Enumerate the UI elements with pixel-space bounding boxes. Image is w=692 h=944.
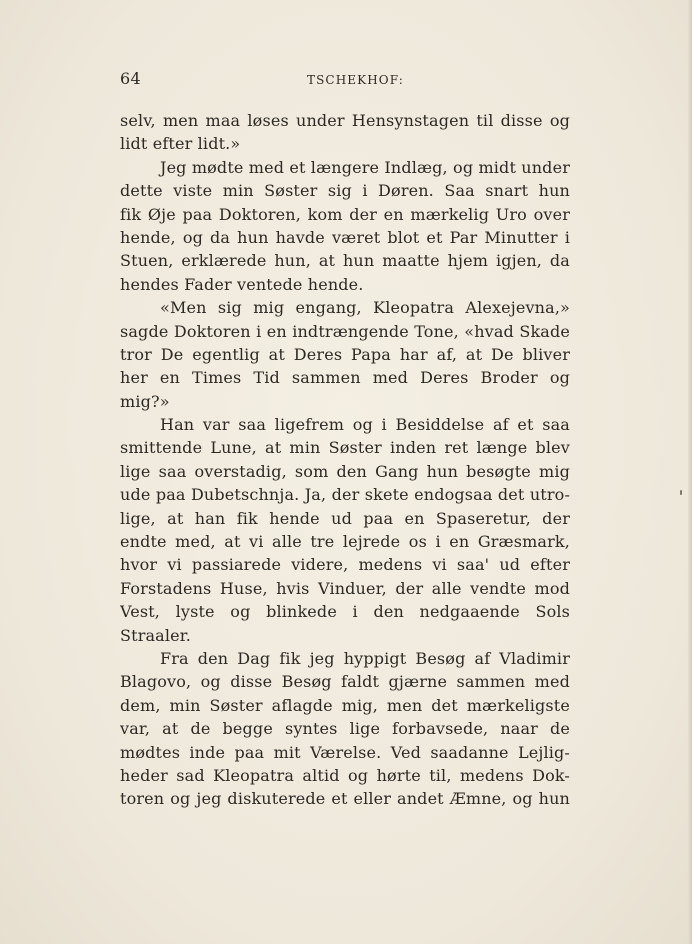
- text-line: lige, at han fik hende ud paa en Spaseretur, der: [120, 508, 570, 528]
- text-line: smittende Lune, at min Søster inden ret længe blev: [120, 438, 570, 458]
- running-title: TSCHEKHOF:: [307, 73, 404, 87]
- text-line: hendes Fader ventede hende.: [120, 274, 364, 294]
- text-line: Vest, lyste og blinkede i den nedgaaende Sols: [120, 602, 570, 622]
- text-line: dette viste min Søster sig i Døren. Saa snart hun: [120, 181, 570, 201]
- text-line: Forstadens Huse, hvis Vinduer, der alle vendte mod: [120, 578, 570, 598]
- text-line: sagde Doktoren i en indtrængende Tone, «hvad Skade: [120, 321, 570, 341]
- body-text: [120, 109, 570, 811]
- paper-speck: [680, 490, 682, 495]
- page-edge-shadow: [688, 0, 692, 944]
- text-line: Blagovo, og disse Besøg faldt gjærne sammen med: [120, 672, 570, 692]
- text-line: mig?»: [120, 391, 170, 411]
- text-line: var, at de begge syntes lige forbavsede, naar de: [120, 719, 570, 739]
- text-line: Straaler.: [120, 625, 192, 645]
- text-line: fik Øje paa Doktoren, kom der en mærkelig Uro over: [120, 204, 570, 224]
- text-line: lidt efter lidt.»: [120, 134, 241, 154]
- page-number: 64: [120, 69, 141, 88]
- text-line: heder sad Kleopatra altid og hørte til, medens Dok-: [120, 765, 570, 785]
- text-line: Stuen, erklærede hun, at hun maatte hjem igjen, da: [120, 251, 570, 271]
- text-line: lige saa overstadig, som den Gang hun besøgte mig: [120, 461, 570, 481]
- text-line-paragraph-start: Han var saa ligefrem og i Besiddelse af et saa: [160, 415, 570, 435]
- text-line: toren og jeg diskuterede et eller andet Æmne, og hun: [120, 789, 570, 809]
- text-line-paragraph-start: Fra den Dag fik jeg hyppigt Besøg af Vladimir: [160, 648, 570, 668]
- text-line: selv, men maa løses under Hensynstagen til disse og: [120, 111, 570, 130]
- text-line: mødtes inde paa mit Værelse. Ved saadanne Lejlig-: [120, 742, 570, 762]
- text-line: dem, min Søster aflagde mig, men det mærkeligste: [120, 695, 570, 715]
- text-line: tror De egentlig at Deres Papa har af, at De bliver: [120, 344, 570, 364]
- text-line: ude paa Dubetschnja. Ja, der skete endogsaa det utro-: [120, 485, 570, 505]
- text-line: endte med, at vi alle tre lejrede os i en Græsmark,: [120, 532, 570, 552]
- text-line: hvor vi passiarede videre, medens vi saa' ud efter: [120, 555, 570, 575]
- text-line: hende, og da hun havde været blot et Par Minutter i: [120, 227, 570, 247]
- running-header: [120, 68, 570, 90]
- text-line: her en Times Tid sammen med Deres Broder og: [120, 368, 570, 388]
- text-line-paragraph-start: Jeg mødte med et længere Indlæg, og midt under: [160, 157, 570, 177]
- text-line-paragraph-start: «Men sig mig engang, Kleopatra Alexejevna,»: [160, 298, 570, 318]
